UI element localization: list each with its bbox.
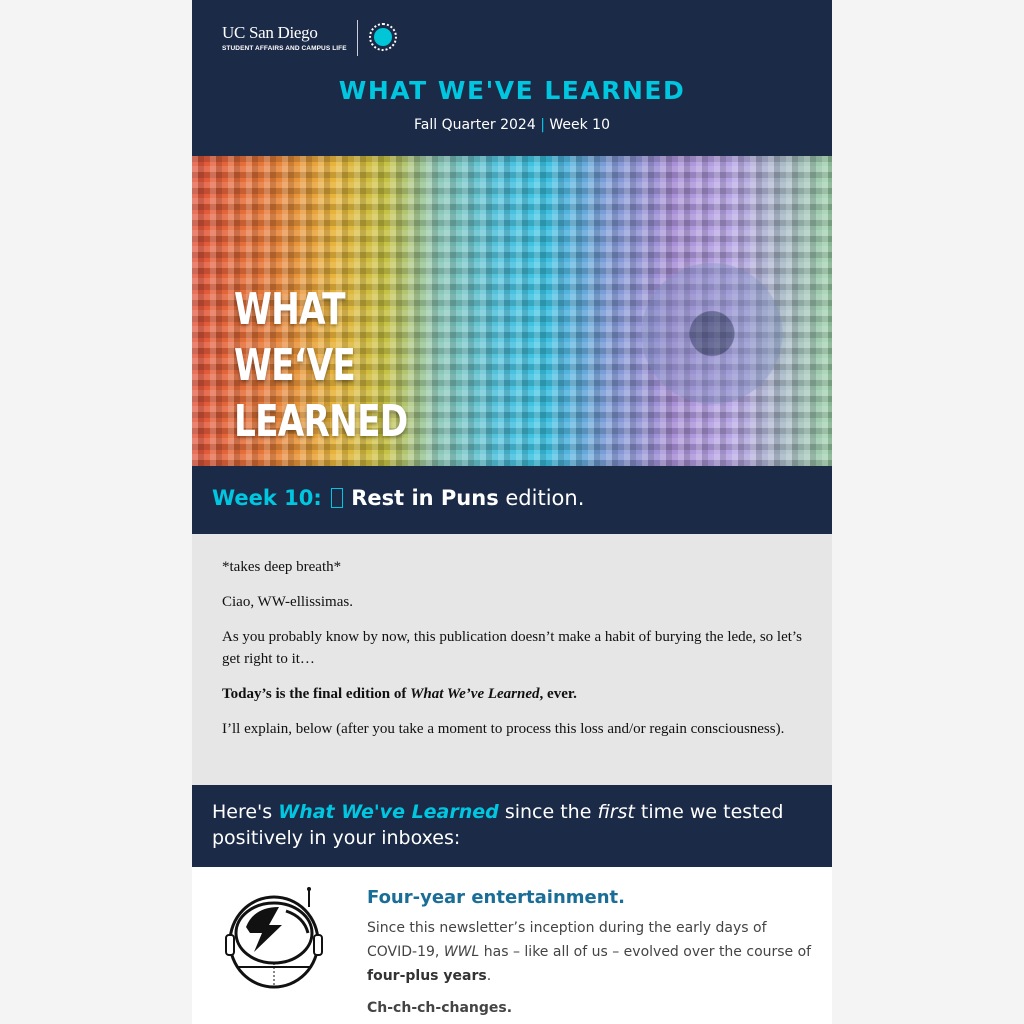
- hero-line-3: LEARNED: [234, 396, 408, 447]
- section-heading-italic: first: [597, 801, 635, 823]
- intro-paragraph-3: As you probably know by now, this publication doesn’t make a habit of burying the lede, so let’s get right to it…: [222, 629, 802, 667]
- intro-paragraph-1: *takes deep breath*: [222, 559, 342, 575]
- hero-line-2: WE‘VE: [234, 340, 356, 391]
- section-heading-part-b: since the: [498, 801, 598, 823]
- item-subheading: Ch-ch-ch-changes.: [367, 1000, 513, 1016]
- item-content: [367, 887, 815, 1016]
- section-heading-accent: What We've Learned: [278, 801, 499, 823]
- logo-wordmark: [222, 24, 347, 52]
- section-heading: [192, 785, 832, 867]
- badge-circle: [374, 28, 392, 46]
- newsletter-email: [192, 0, 832, 1024]
- item-description: [367, 916, 815, 988]
- student-centered-badge-icon: [368, 20, 396, 56]
- hero-title: [234, 282, 408, 450]
- ucsd-logo[interactable]: [222, 20, 396, 56]
- missing-glyph-icon: [331, 488, 343, 508]
- hero-line-1: WHAT: [234, 284, 345, 335]
- mosaic-figure: [607, 196, 817, 446]
- quarter-label: Fall Quarter 2024: [414, 117, 536, 133]
- intro-paragraph-4: [222, 683, 802, 705]
- newsletter-header: [192, 0, 832, 156]
- list-item: [192, 867, 832, 1024]
- item-text-italic: WWL: [443, 944, 480, 960]
- intro-paragraph-2: Ciao, WW-ellissimas.: [222, 594, 353, 610]
- week-edition-bar: [192, 466, 832, 534]
- section-heading-part-a: Here's: [212, 801, 279, 823]
- hero-banner-image: [192, 156, 832, 466]
- publication-name: What We’ve Learned: [410, 686, 540, 702]
- subtitle-separator: |: [540, 117, 545, 133]
- week-number: Week 10:: [212, 486, 322, 510]
- item-text-2: has – like all of us – evolved over the course of: [479, 944, 812, 960]
- week-label: Week 10: [549, 117, 610, 133]
- astronaut-helmet-icon: [224, 887, 324, 992]
- edition-suffix: edition.: [505, 486, 585, 510]
- logo-subtitle: STUDENT AFFAIRS AND CAMPUS LIFE: [222, 45, 347, 52]
- logo-name: UC San Diego: [222, 23, 318, 42]
- logo-divider: [357, 20, 358, 56]
- newsletter-subtitle: [192, 117, 832, 133]
- item-title: Four-year entertainment.: [367, 887, 625, 908]
- final-edition-end: , ever.: [539, 686, 577, 702]
- newsletter-title: WHAT WE'VE LEARNED: [338, 76, 686, 105]
- item-text-1: Since this newsletter’s inception during the early days of COVID-19,: [367, 920, 767, 960]
- final-edition-text: Today’s is the final edition of: [222, 686, 411, 702]
- intro-section: [192, 534, 832, 785]
- intro-paragraph-5: I’ll explain, below (after you take a moment to process this loss and/or regain consciousness).: [222, 721, 785, 737]
- item-text-bold: four-plus years: [367, 968, 487, 984]
- section-heading-part-c: time we tested positively in your inboxes:: [212, 801, 784, 849]
- edition-name: Rest in Puns: [351, 486, 499, 510]
- item-text-3: .: [486, 968, 492, 984]
